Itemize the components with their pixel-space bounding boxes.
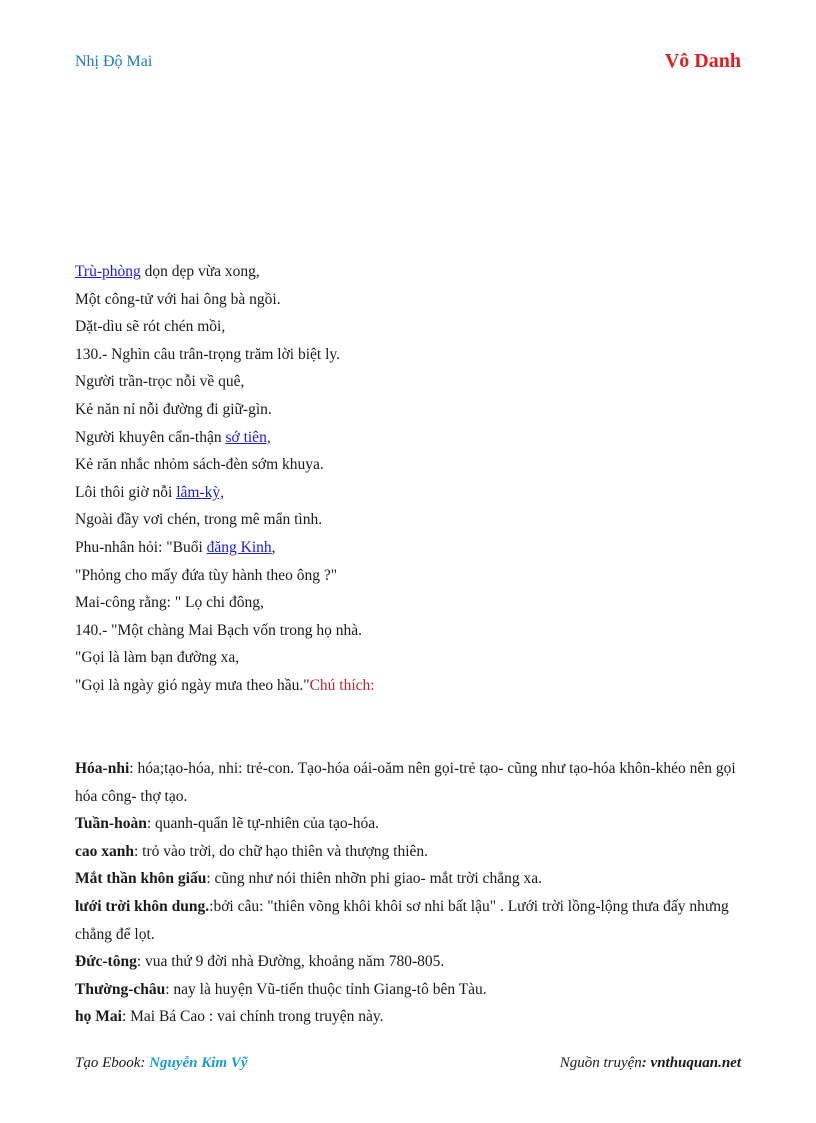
- note-entry: [75, 865, 747, 893]
- note-entry: [75, 838, 747, 866]
- poem-line: [75, 286, 755, 314]
- poem-line: [75, 672, 755, 700]
- poem-line-text: Dặt-dìu sẽ rót chén mồi,: [75, 318, 226, 336]
- ebook-sep: :: [140, 1055, 150, 1071]
- poem-line: [75, 396, 755, 424]
- poem-line: [75, 479, 755, 507]
- poem-line-text: Phu-nhân hỏi: "Buổi: [75, 538, 207, 556]
- poem-line: [75, 506, 755, 534]
- poem-line: [75, 644, 755, 672]
- note-definition: : cũng như nói thiên nhỡn phi giao- mắt trời chẳng xa.: [206, 870, 542, 888]
- poem-line-text: Kẻ răn nhắc nhỏm sách-đèn sớm khuya.: [75, 456, 324, 474]
- source-credit: [560, 1055, 741, 1072]
- notes-heading: Chú thích:: [309, 676, 375, 694]
- note-term: Đức-tông: [75, 953, 137, 971]
- poem-line-text: ,: [271, 538, 276, 556]
- poem-line: [75, 341, 755, 369]
- poem-line-text: Người trần-trọc nỗi về quê,: [75, 373, 245, 391]
- poem-line: [75, 589, 755, 617]
- note-term: lưới trời khôn dung.: [75, 897, 210, 915]
- source-label: Nguồn truyện: [559, 1055, 642, 1071]
- poem-line-text: Người khuyên cẩn-thận: [75, 428, 226, 446]
- note-entry: [75, 810, 747, 838]
- source-sep: :: [641, 1055, 651, 1071]
- note-entry: [75, 976, 747, 1004]
- note-term: Mắt thần khôn giấu: [75, 870, 207, 888]
- page-header: [75, 50, 741, 78]
- note-term: Thường-châu: [75, 980, 166, 998]
- poem-line-text: Mai-công rằng: " Lọ chi đông,: [75, 594, 264, 612]
- annotation-link[interactable]: đăng Kinh: [206, 538, 272, 556]
- note-term: Hóa-nhi: [75, 760, 130, 777]
- poem-line: [75, 424, 755, 452]
- poem-line: [75, 258, 755, 286]
- annotation-link[interactable]: lâm-kỳ,: [176, 483, 224, 501]
- notes-section: [75, 755, 747, 1031]
- book-author: Vô Danh: [664, 50, 741, 72]
- note-entry: [75, 1003, 747, 1031]
- poem-line-text: Lôi thôi giờ nỗi: [75, 483, 177, 501]
- ebook-creator: Nguyễn Kim Vỹ: [149, 1055, 248, 1071]
- poem-line-text: "Phỏng cho mấy đứa tùy hành theo ông ?": [75, 566, 338, 584]
- source-site: vnthuquan.net: [650, 1055, 741, 1071]
- note-term: Tuần-hoàn: [75, 815, 147, 833]
- poem-line-text: 140.- "Một chàng Mai Bạch vốn trong họ nhà.: [75, 621, 362, 639]
- note-definition: : Mai Bá Cao : vai chính trong truyện này.: [121, 1008, 384, 1026]
- annotation-link[interactable]: sớ tiên,: [225, 428, 271, 446]
- poem-line-text: Kẻ năn nỉ nỗi đường đi giữ-gìn.: [75, 400, 272, 418]
- poem-section: [75, 258, 755, 700]
- ebook-credit: [75, 1055, 248, 1072]
- poem-line: [75, 534, 755, 562]
- poem-line: [75, 451, 755, 479]
- poem-line-text: Ngoài đầy vơi chén, trong mê mẩn tình.: [75, 511, 323, 529]
- note-definition: : nay là huyện Vũ-tiến thuộc tỉnh Giang-tô bên Tàu.: [165, 980, 487, 998]
- annotation-link[interactable]: Trù-phòng: [75, 263, 141, 280]
- poem-line: [75, 368, 755, 396]
- poem-line-text: Một công-tử với hai ông bà ngồi.: [75, 290, 281, 308]
- poem-line-text: 130.- Nghìn câu trân-trọng trăm lời biệt ly.: [75, 345, 341, 363]
- note-definition: : hóa;tạo-hóa, nhi: trẻ-con. Tạo-hóa oái-oăm nên gọi-trẻ tạo- cũng như tạo-hóa khôn-khéo nên gọi hóa công- thợ tạo.: [75, 760, 736, 805]
- poem-line-text: "Gọi là ngày gió ngày mưa theo hầu.": [75, 676, 310, 694]
- poem-line-text: "Gọi là làm bạn đường xa,: [75, 649, 240, 667]
- poem-line: [75, 313, 755, 341]
- poem-line: [75, 617, 755, 645]
- note-definition: : vua thứ 9 đời nhà Đường, khoảng năm 780-805.: [136, 953, 445, 971]
- note-term: họ Mai: [75, 1008, 122, 1026]
- page-footer: [75, 1055, 741, 1077]
- poem-line: [75, 562, 755, 590]
- note-entry: [75, 755, 747, 810]
- note-definition: : quanh-quẩn lẽ tự-nhiên của tạo-hóa.: [146, 815, 380, 833]
- poem-line-text: dọn dẹp vừa xong,: [140, 263, 260, 280]
- note-definition: : trỏ vào trời, do chữ hạo thiên và thượng thiên.: [134, 842, 429, 860]
- note-definition: :bởi câu: "thiên võng khôi khôi sơ nhi bất lậu" . Lưới trời lồng-lộng thưa đấy nhưng chẳng để lọt.: [75, 897, 729, 943]
- note-entry: [75, 948, 747, 976]
- note-term: cao xanh: [75, 842, 134, 860]
- ebook-label: Tạo Ebook: [75, 1055, 141, 1071]
- book-title: Nhị Độ Mai: [75, 53, 153, 70]
- note-entry: [75, 893, 747, 948]
